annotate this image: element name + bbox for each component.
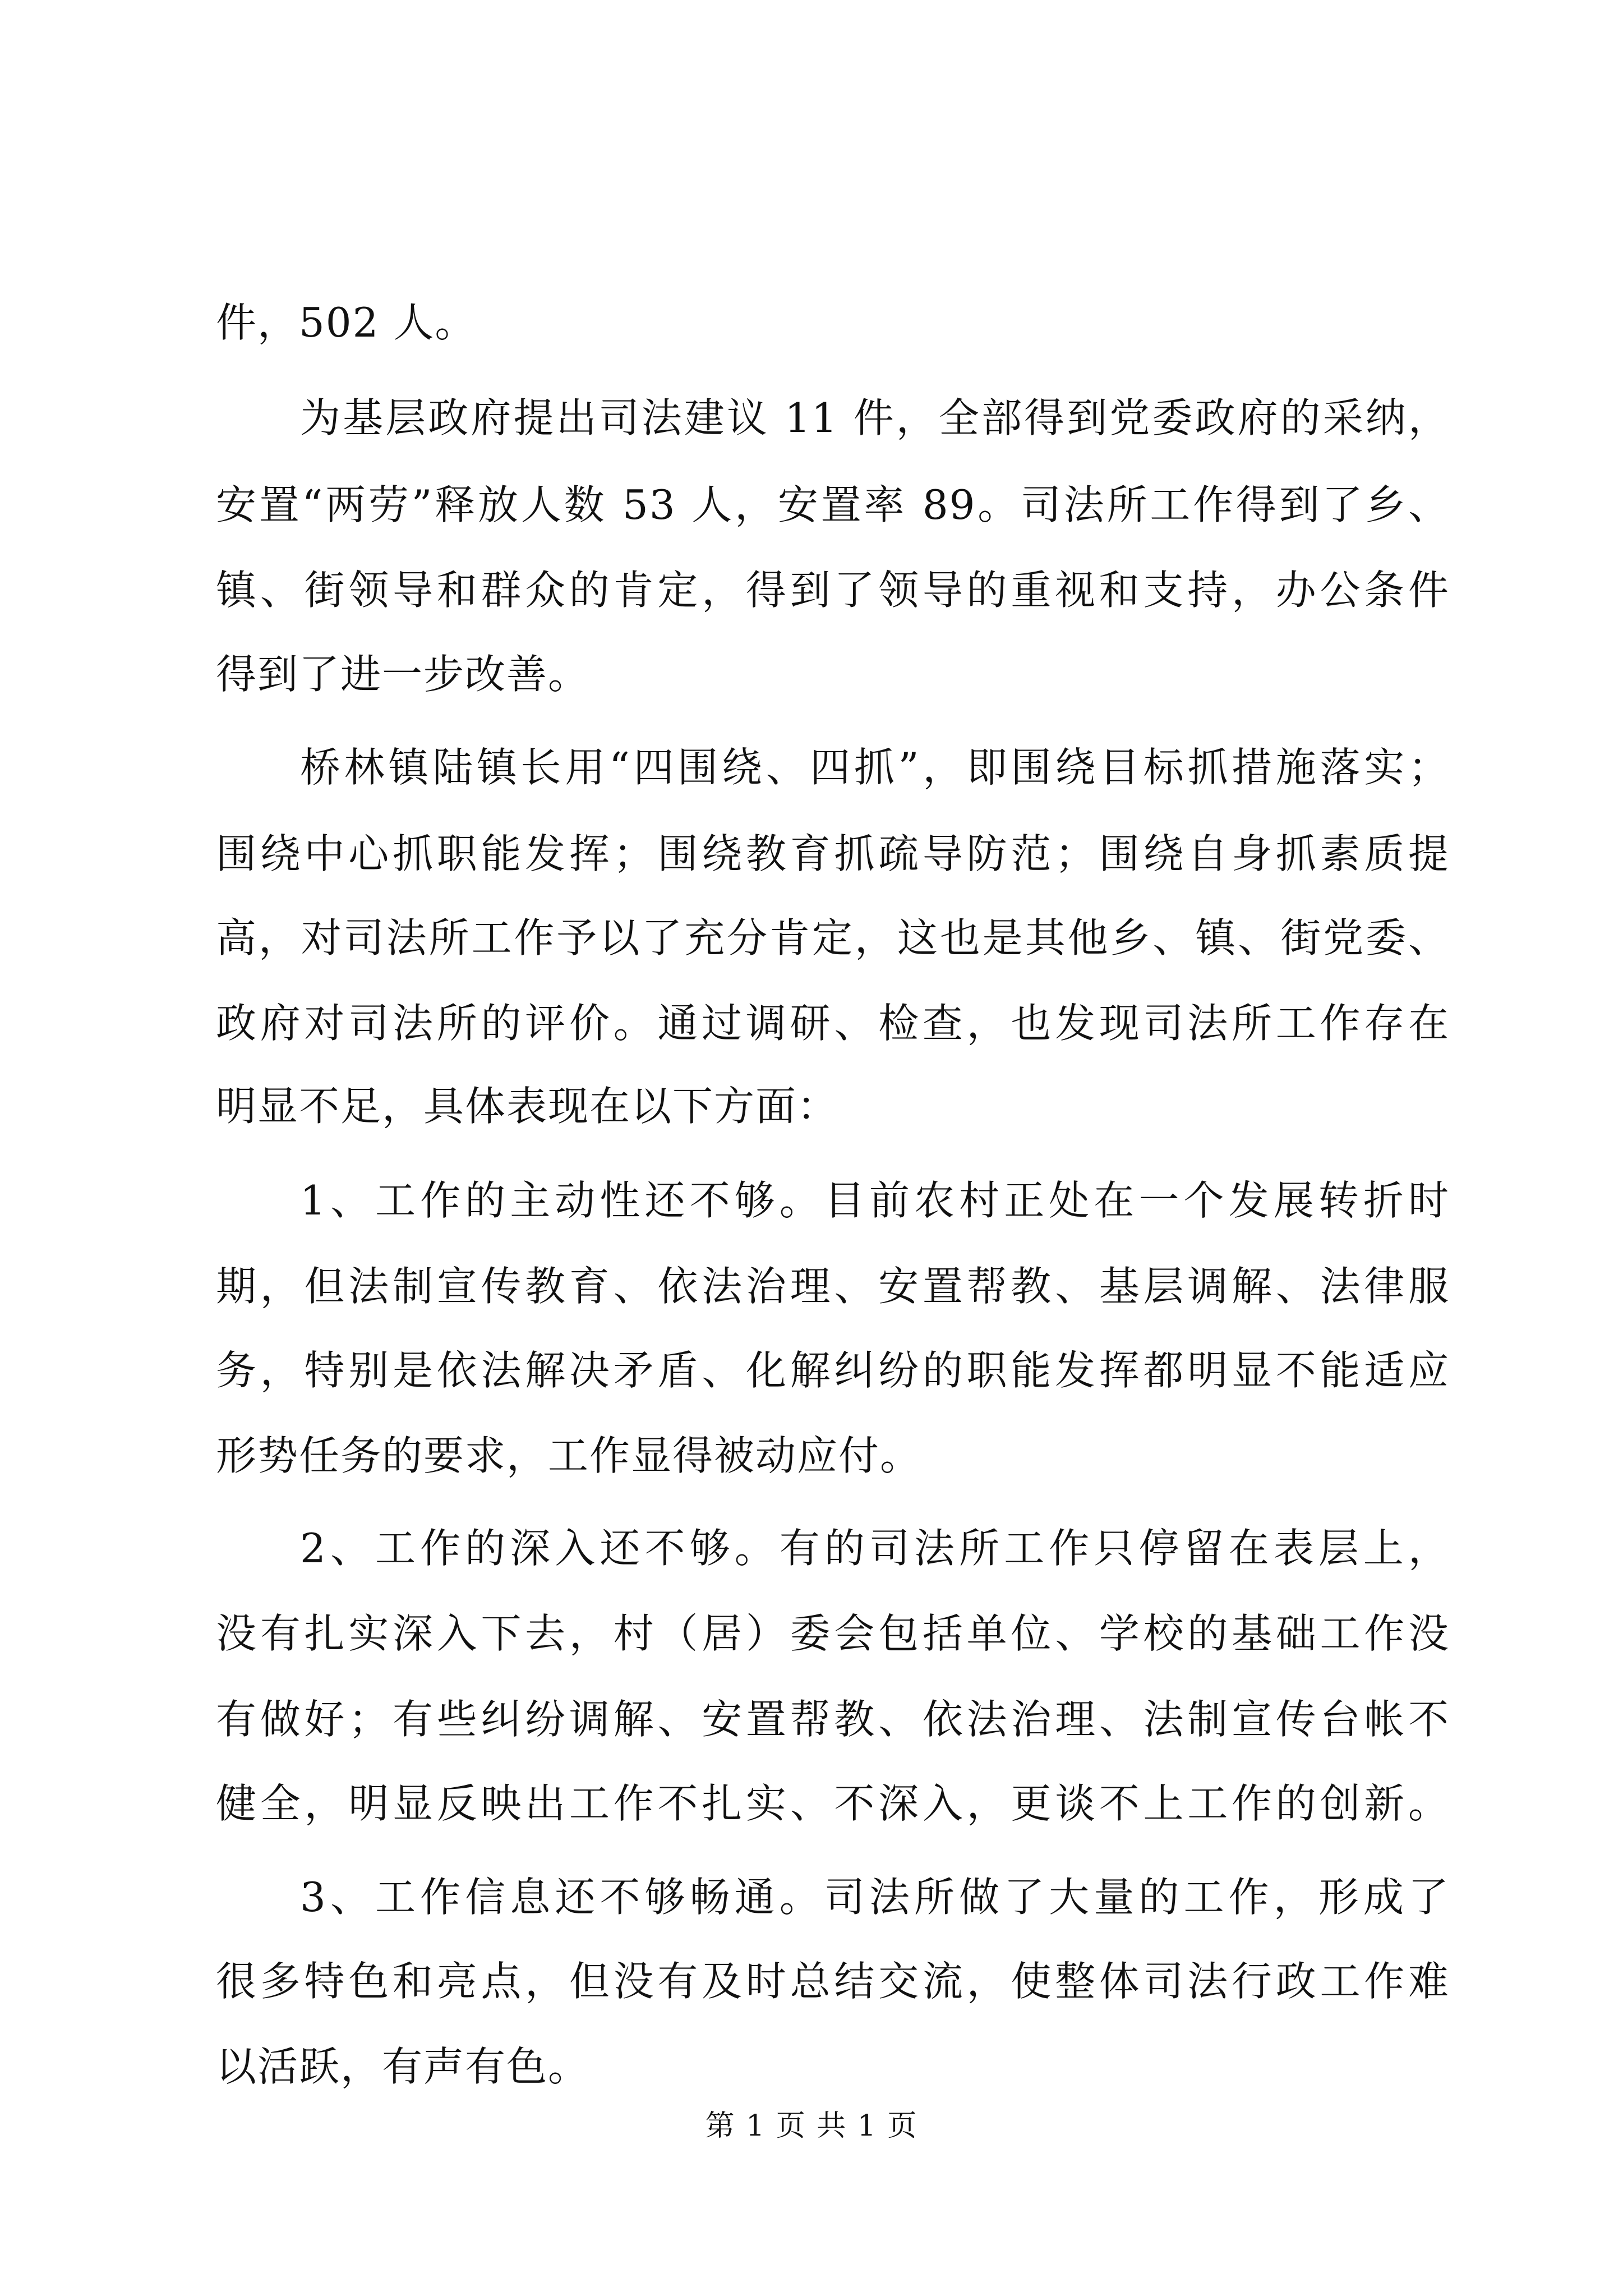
- text-line: 以活跃，有声有色。: [216, 2043, 590, 2090]
- paragraph-start-line: 为基层政府提出司法建议 11 件，全部得到党委政府的采纳，: [300, 394, 1450, 441]
- text-line: 务，特别是依法解决矛盾、化解纠纷的职能发挥都明显不能适应: [216, 1347, 1450, 1394]
- text-line: 围绕中心抓职能发挥；围绕教育抓疏导防范；围绕自身抓素质提: [216, 830, 1450, 877]
- paragraph-start-line: 2、工作的深入还不够。有的司法所工作只停留在表层上，: [300, 1525, 1450, 1572]
- page-footer: 第 1 页 共 1 页: [705, 2109, 918, 2143]
- text-line: 政府对司法所的评价。通过调研、检查，也发现司法所工作存在: [216, 1000, 1450, 1047]
- text-line: 健全，明显反映出工作不扎实、不深入，更谈不上工作的创新。: [216, 1780, 1450, 1827]
- text-line: 很多特色和亮点，但没有及时总结交流，使整体司法行政工作难: [216, 1958, 1450, 2005]
- text-line: 期，但法制宣传教育、依法治理、安置帮教、基层调解、法律服: [216, 1263, 1450, 1310]
- text-line: 件，502 人。: [216, 299, 477, 346]
- text-line: 形势任务的要求，工作显得被动应付。: [216, 1432, 922, 1479]
- paragraph-start-line: 1、工作的主动性还不够。目前农村正处在一个发展转折时: [300, 1177, 1450, 1224]
- text-line: 明显不足，具体表现在以下方面：: [216, 1083, 839, 1130]
- text-line: 安置“两劳”释放人数 53 人，安置率 89。司法所工作得到了乡、: [216, 481, 1450, 528]
- paragraph-start-line: 桥林镇陆镇长用“四围绕、四抓”，即围绕目标抓措施落实；: [300, 744, 1450, 791]
- text-line: 镇、街领导和群众的肯定，得到了领导的重视和支持，办公条件: [216, 567, 1450, 614]
- text-line: 得到了进一步改善。: [216, 651, 590, 698]
- text-line: 有做好；有些纠纷调解、安置帮教、依法治理、法制宣传台帐不: [216, 1696, 1450, 1743]
- text-line: 没有扎实深入下去，村（居）委会包括单位、学校的基础工作没: [216, 1610, 1450, 1657]
- paragraph-start-line: 3、工作信息还不够畅通。司法所做了大量的工作，形成了: [300, 1874, 1450, 1921]
- text-line: 高，对司法所工作予以了充分肯定，这也是其他乡、镇、街党委、: [216, 914, 1450, 961]
